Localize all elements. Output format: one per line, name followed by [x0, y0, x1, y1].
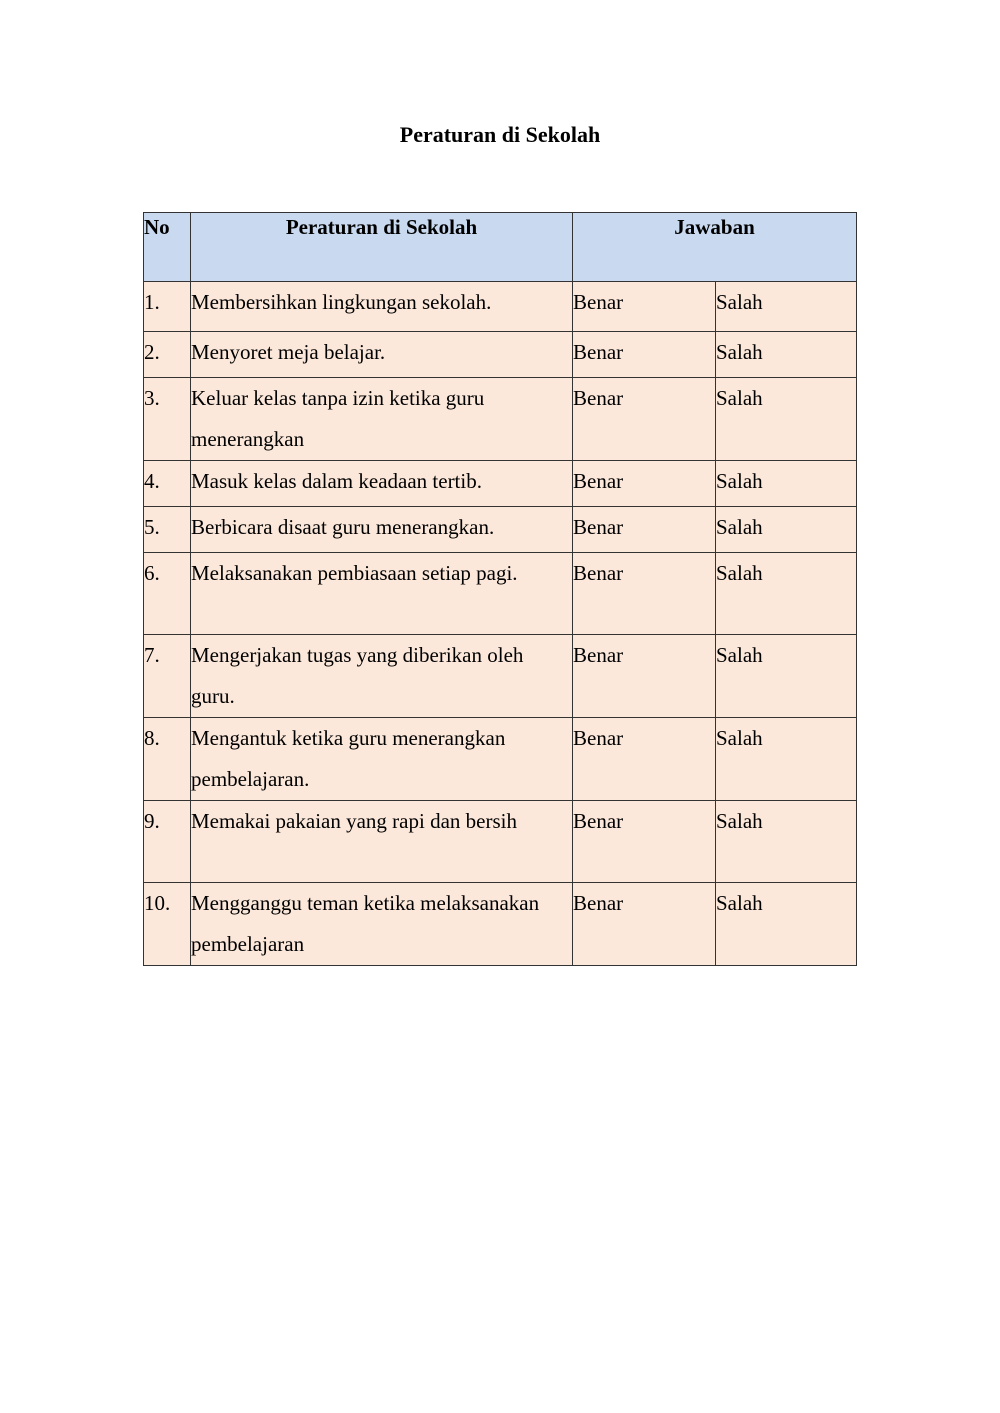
rule-text: Memakai pakaian yang rapi dan bersih [191, 801, 573, 883]
answer-salah[interactable]: Salah [716, 718, 857, 801]
table-row [144, 332, 857, 378]
table-row [144, 718, 857, 801]
table-row [144, 553, 857, 635]
answer-benar[interactable]: Benar [573, 635, 716, 718]
header-rule: Peraturan di Sekolah [191, 213, 573, 282]
answer-salah[interactable]: Salah [716, 635, 857, 718]
table-row [144, 282, 857, 332]
answer-salah[interactable]: Salah [716, 282, 857, 332]
table-row [144, 635, 857, 718]
table-header-row [144, 213, 857, 282]
row-number: 7. [144, 635, 191, 718]
answer-salah[interactable]: Salah [716, 883, 857, 966]
answer-benar[interactable]: Benar [573, 507, 716, 553]
row-number: 2. [144, 332, 191, 378]
row-number: 8. [144, 718, 191, 801]
answer-salah[interactable]: Salah [716, 553, 857, 635]
header-answer: Jawaban [573, 213, 857, 282]
row-number: 1. [144, 282, 191, 332]
answer-salah[interactable]: Salah [716, 332, 857, 378]
table-row [144, 801, 857, 883]
answer-salah[interactable]: Salah [716, 378, 857, 461]
answer-benar[interactable]: Benar [573, 801, 716, 883]
table-row [144, 507, 857, 553]
rule-text: Mengerjakan tugas yang diberikan oleh guru. [191, 635, 573, 718]
answer-salah[interactable]: Salah [716, 801, 857, 883]
table-row [144, 378, 857, 461]
answer-salah[interactable]: Salah [716, 461, 857, 507]
answer-benar[interactable]: Benar [573, 282, 716, 332]
answer-benar[interactable]: Benar [573, 461, 716, 507]
rule-text: Keluar kelas tanpa izin ketika guru menerangkan [191, 378, 573, 461]
rule-text: Berbicara disaat guru menerangkan. [191, 507, 573, 553]
page-title: Peraturan di Sekolah [399, 122, 601, 147]
rule-text: Membersihkan lingkungan sekolah. [191, 282, 573, 332]
rule-text: Melaksanakan pembiasaan setiap pagi. [191, 553, 573, 635]
row-number: 3. [144, 378, 191, 461]
row-number: 6. [144, 553, 191, 635]
table-row [144, 883, 857, 966]
rules-table [143, 212, 857, 966]
row-number: 5. [144, 507, 191, 553]
answer-benar[interactable]: Benar [573, 332, 716, 378]
header-no: No [144, 213, 191, 282]
row-number: 9. [144, 801, 191, 883]
answer-salah[interactable]: Salah [716, 507, 857, 553]
row-number: 4. [144, 461, 191, 507]
rule-text: Masuk kelas dalam keadaan tertib. [191, 461, 573, 507]
answer-benar[interactable]: Benar [573, 718, 716, 801]
rule-text: Menyoret meja belajar. [191, 332, 573, 378]
table-row [144, 461, 857, 507]
answer-benar[interactable]: Benar [573, 883, 716, 966]
rule-text: Mengganggu teman ketika melaksanakan pembelajaran [191, 883, 573, 966]
rule-text: Mengantuk ketika guru menerangkan pembelajaran. [191, 718, 573, 801]
answer-benar[interactable]: Benar [573, 378, 716, 461]
row-number: 10. [144, 883, 191, 966]
answer-benar[interactable]: Benar [573, 553, 716, 635]
